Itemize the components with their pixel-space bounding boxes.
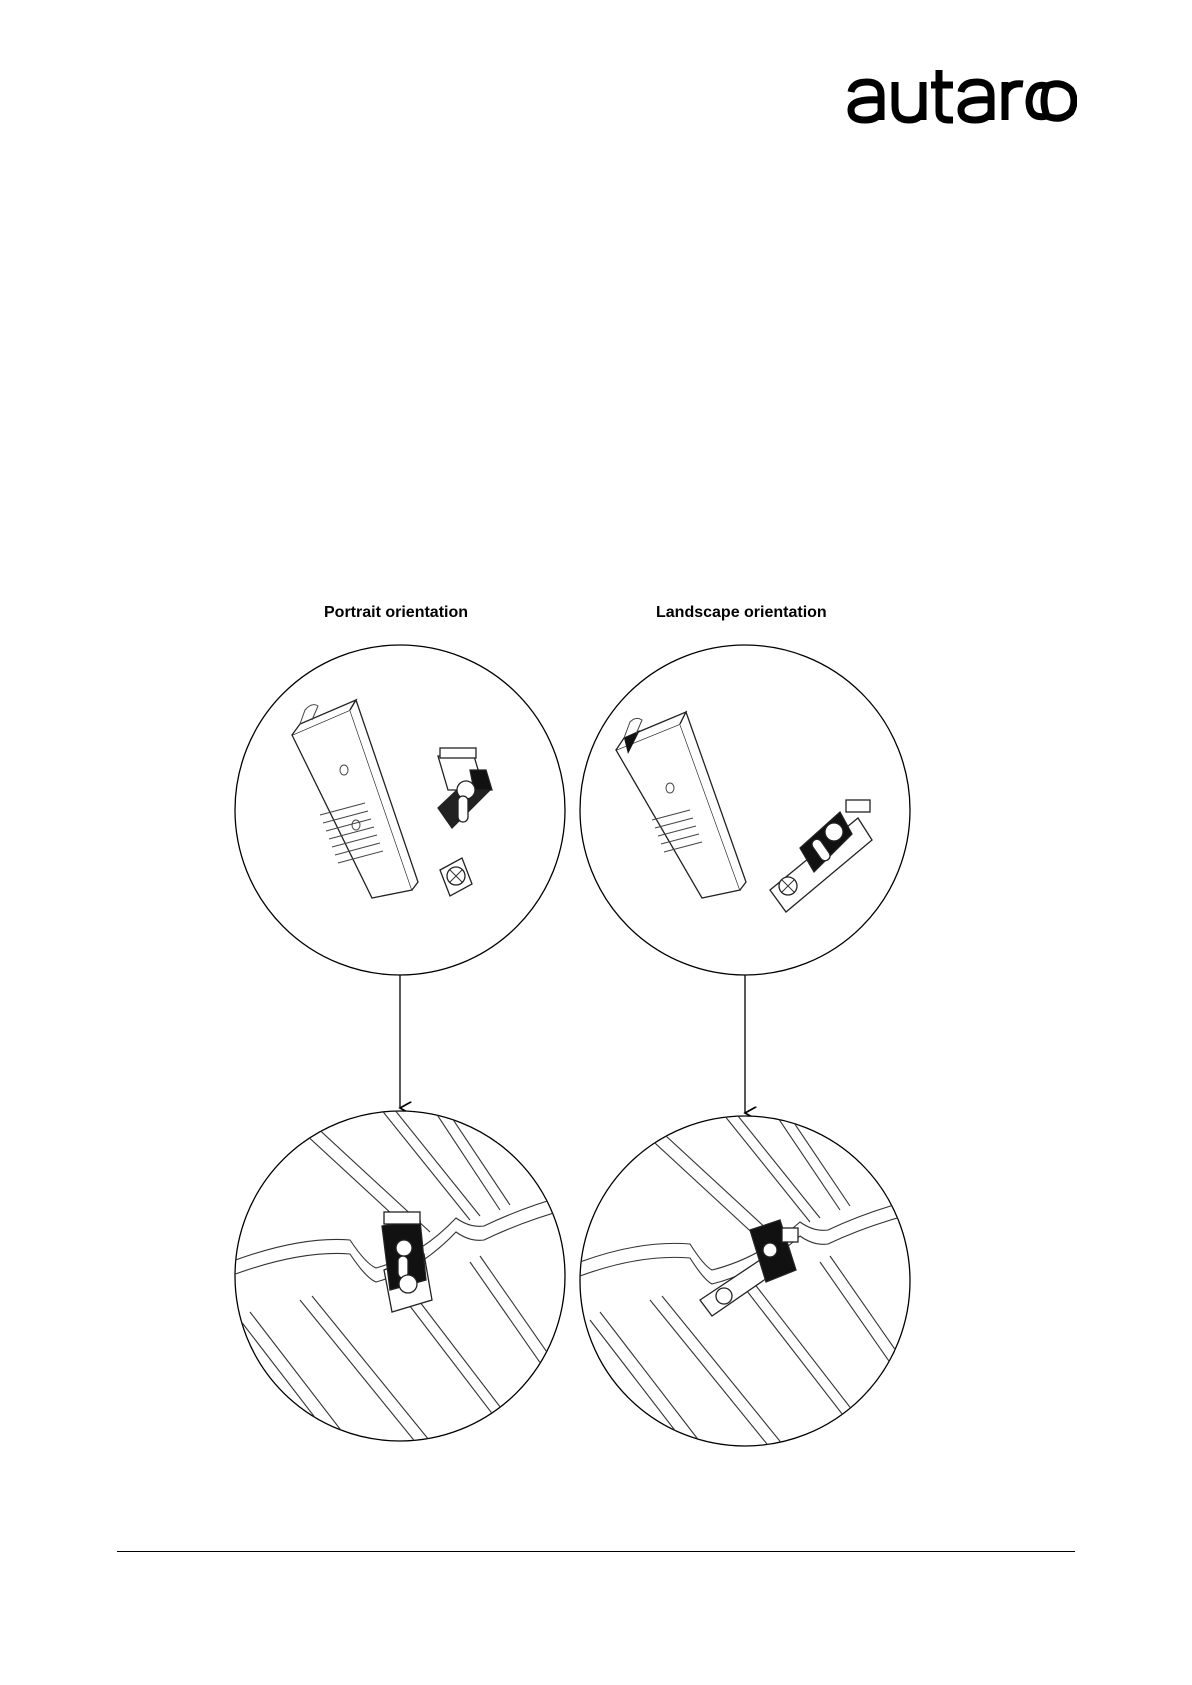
portrait-caption: Portrait orientation [324, 604, 469, 621]
landscape-bracket-detail [580, 645, 910, 975]
landscape-caption: Landscape orientation [656, 604, 827, 621]
portrait-roof-installation [230, 1100, 590, 1460]
portrait-bracket-detail [235, 645, 565, 975]
landscape-roof-installation [580, 1102, 940, 1460]
footer-rule [117, 1551, 1075, 1552]
